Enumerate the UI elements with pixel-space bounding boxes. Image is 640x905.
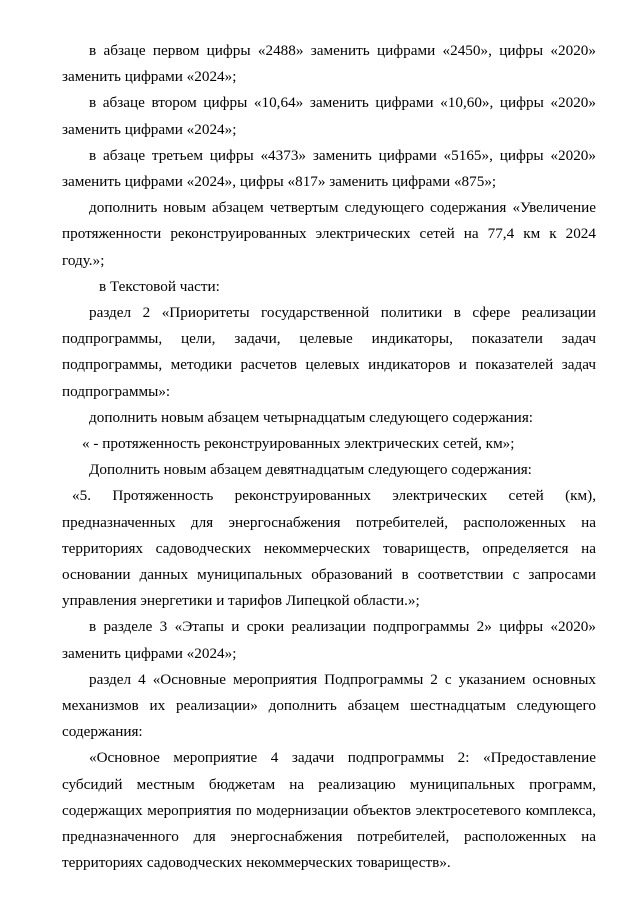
paragraph-13: «Основное мероприятие 4 задачи подпрограммы 2: «Предоставление субсидий местным бюджетам на реализацию муниципальных программ, содержащих мероприятия по модернизации объектов электросетевого комплекса, предназначенного для энергоснабжения потребителей, расположенных на территориях садоводческих некоммерческих товариществ». [62, 749, 596, 872]
paragraph-10: «5. Протяженность реконструированных электрических сетей (км), предназначенных для энергоснабжения потребителей, расположенных на территориях садоводческих некоммерческих товариществ, определяется на основании данных муниципальных образований в соответствии с запросами управления энергетики и тарифов Липецкой области.»; [62, 487, 596, 610]
paragraph-1: в абзаце первом цифры «2488» заменить цифрами «2450», цифры «2020» заменить цифрами «2024»; [62, 42, 596, 86]
paragraph-7: дополнить новым абзацем четырнадцатым следующего содержания: [89, 408, 534, 426]
paragraph-12: раздел 4 «Основные мероприятия Подпрограммы 2 с указанием основных механизмов их реализации» дополнить абзацем шестнадцатым следующего содержания: [62, 670, 596, 741]
paragraph-4: дополнить новым абзацем четвертым следующего содержания «Увеличение протяженности реконструированных электрических сетей на 77,4 км к 2024 году.»; [62, 199, 596, 269]
paragraph-8: « - протяженность реконструированных электрических сетей, км»; [82, 435, 515, 453]
paragraph-3: в абзаце третьем цифры «4373» заменить цифрами «5165», цифры «2020» заменить цифрами «2024», цифры «817» заменить цифрами «875»; [62, 146, 596, 191]
paragraph-2: в абзаце втором цифры «10,64» заменить цифрами «10,60», цифры «2020» заменить цифрами «2024»; [62, 94, 596, 138]
document-page [62, 38, 596, 877]
paragraph-9: Дополнить новым абзацем девятнадцатым следующего содержания: [89, 461, 532, 479]
paragraph-6: раздел 2 «Приоритеты государственной политики в сфере реализации подпрограммы, цели, задачи, целевые индикаторы, показатели задач подпрограммы, методики расчетов целевых индикаторов и показателей задач подпрограммы»: [62, 304, 596, 400]
paragraph-5: в Текстовой части: [99, 277, 220, 295]
paragraph-11: в разделе 3 «Этапы и сроки реализации подпрограммы 2» цифры «2020» заменить цифрами «2024»; [62, 618, 596, 662]
